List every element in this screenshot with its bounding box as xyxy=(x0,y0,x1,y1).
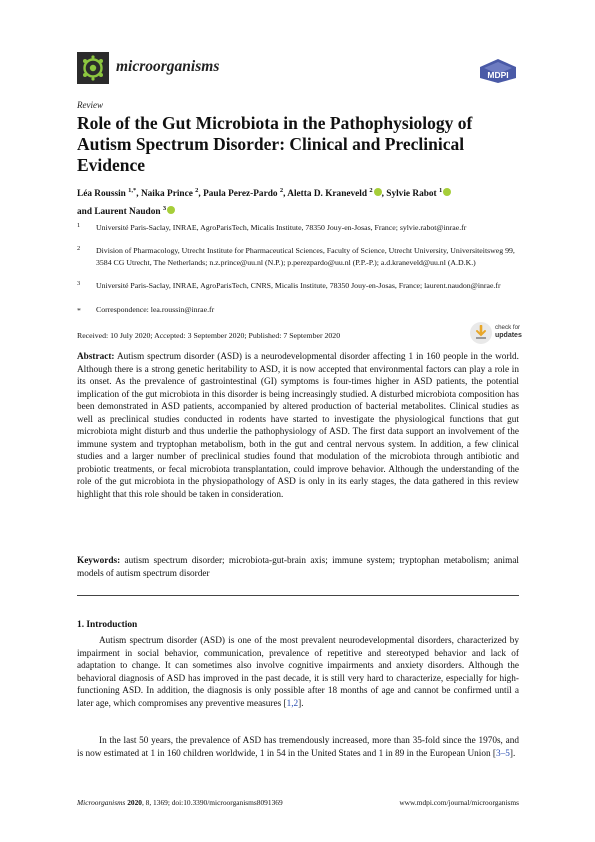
affiliation-text: Université Paris-Saclay, INRAE, AgroParisTech, CNRS, Micalis Institute, 78350 Jouy-en-Josas, France; laurent.naudon@inrae.fr xyxy=(96,281,501,290)
journal-logo-icon xyxy=(77,52,109,84)
intro-paragraph-1 xyxy=(77,635,519,710)
article-type: Review xyxy=(77,100,103,110)
abstract xyxy=(77,351,519,501)
paragraph-end: ]. xyxy=(298,698,304,709)
affiliation-text: Division of Pharmacology, Utrecht Institute for Pharmaceutical Sciences, Faculty of Science, Utrecht University, Universiteitsweg 99, 3584 CG Utrecht, The Netherlands; n.z.prince@uu.nl (N.P.); p.perezpardo@uu.nl (P.P.-P.); a.d.kraneveld@uu.nl (A.D.K.) xyxy=(96,246,515,267)
author-name: Paula Perez-Pardo xyxy=(203,189,278,200)
affiliation-number: 3 xyxy=(77,280,81,287)
correspondence-mark: * xyxy=(77,306,81,315)
keywords xyxy=(77,555,519,580)
intro-paragraph-2 xyxy=(77,735,519,760)
keywords-label: Keywords: xyxy=(77,556,121,566)
section-divider xyxy=(77,595,519,596)
check-for-updates-button[interactable] xyxy=(470,322,520,344)
footer-journal: Microorganisms xyxy=(77,798,126,807)
affiliation-text: Université Paris-Saclay, INRAE, AgroParisTech, Micalis Institute, 78350 Jouy-en-Josas, France; sylvie.rabot@inrae.fr xyxy=(96,223,467,232)
paragraph-text: In the last 50 years, the prevalence of ASD has tremendously increased, more than 35-fold since the 1970s, and is now estimated at 1 in 160 children worldwide, 1 in 54 in the United States and 1 in 89 in the European Union [ xyxy=(77,736,519,759)
footer-url[interactable]: www.mdpi.com/journal/microorganisms xyxy=(399,798,519,807)
keywords-text: autism spectrum disorder; microbiota-gut-brain axis; immune system; tryptophan metabolism; animal models of autism spectrum disorder xyxy=(77,556,519,579)
correspondence-text: Correspondence: lea.roussin@inrae.fr xyxy=(96,305,215,314)
author-affiliation-mark: 2 xyxy=(369,187,373,194)
citation-link[interactable]: 1,2 xyxy=(286,698,299,709)
journal-name: microorganisms xyxy=(116,58,220,75)
author-list: Léa Roussin $^{1,*}$, Naika Prince $^2$, Paula Perez-Pardo $^2$, Aletta D. Kraneveld $^2$ , Sylvie Rabot $^1$ and Laurent Naudon $^3$ xyxy=(77,184,522,219)
author-affiliation-mark: 3 xyxy=(162,204,167,212)
author-name: Sylvie Rabot xyxy=(386,189,437,200)
check-updates-line2: updates xyxy=(495,332,522,339)
article-title: Role of the Gut Microbiota in the Pathophysiology of Autism Spectrum Disorder: Clinical and Preclinical Evidence xyxy=(77,113,473,175)
paragraph-text: Autism spectrum disorder (ASD) is one of the most prevalent neurodevelopmental disorders, characterized by impairment in social behavior, communication, prevalence of repetitive and stereotyped behavior and lack of adaptation to change. It can sometimes also involve cognitive impairments and anxiety disorders. Although the behavioral diagnosis of ASD has improved in the past decade, it is still very hard to characterize, especially for high-functioning ASD. In addition, the diagnosis is only possible after 18 months of age and cannot be confirmed until a later age, which compromises any preventive measures [ xyxy=(77,636,519,709)
author-name: Léa Roussin xyxy=(77,189,126,200)
author-name: Naika Prince xyxy=(140,189,193,200)
check-updates-line1: check for xyxy=(495,324,521,331)
author-name: Aletta D. Kraneveld xyxy=(287,189,368,200)
citation-link[interactable]: 3–5 xyxy=(496,748,510,759)
footer-doi[interactable]: , 8, 1369; doi:10.3390/microorganisms8091369 xyxy=(141,798,283,807)
section-heading: 1. Introduction xyxy=(77,620,138,630)
mdpi-logo-icon xyxy=(478,58,518,84)
publication-dates: Received: 10 July 2020; Accepted: 3 September 2020; Published: 7 September 2020 xyxy=(77,331,341,340)
affiliation-number: 2 xyxy=(77,245,81,252)
orcid-icon[interactable] xyxy=(167,206,175,214)
mdpi-logo-text: MDPI xyxy=(487,70,509,80)
affiliation-number: 1 xyxy=(77,222,81,229)
author-affiliation-mark: 1,* xyxy=(128,187,137,194)
abstract-text: Autism spectrum disorder (ASD) is a neurodevelopmental disorder affecting 1 in 160 people in the world. Although there is a strong genetic heritability to ASD, it is now accepted that environmental factors can play a role in its onset. As the prevalence of gastrointestinal (GI) symptoms is four-times higher in ASD patients, the potential implication of the gut microbiota in this disorder is being increasingly studied. A disturbed microbiota composition has been demonstrated in ASD patients, accompanied by altered production of bacterial metabolites. Clinical studies as well as preclinical studies conducted in rodents have started to investigate the physiological functions that gut microbiota might disturb and thus underlie the pathophysiology of ASD. The first data support an involvement of the immune system and tryptophan metabolism, both in the gut and central nervous system. In addition, a few clinical studies and a larger number of preclinical studies found that modulation of the microbiota through antibiotic and probiotic treatments, or fecal microbiota transplantation, could improve behavior. Although the understanding of the role of the gut microbiota in the physiopathology of ASD is only in its early stages, the data gathered in this review highlight that this role should be taken in consideration. xyxy=(77,352,519,500)
author-affiliation-mark: 2 xyxy=(195,187,199,194)
paragraph-end: ]. xyxy=(509,748,516,759)
author-affiliation-mark: 1 xyxy=(438,187,443,194)
orcid-icon[interactable] xyxy=(443,188,451,196)
abstract-label: Abstract: xyxy=(77,352,115,362)
author-affiliation-mark: 2 xyxy=(279,187,284,194)
orcid-icon[interactable] xyxy=(374,188,382,196)
footer-citation xyxy=(77,798,283,807)
author-name: and Laurent Naudon xyxy=(77,206,161,217)
footer-year: 2020 xyxy=(127,798,142,807)
check-updates-icon xyxy=(470,322,492,344)
